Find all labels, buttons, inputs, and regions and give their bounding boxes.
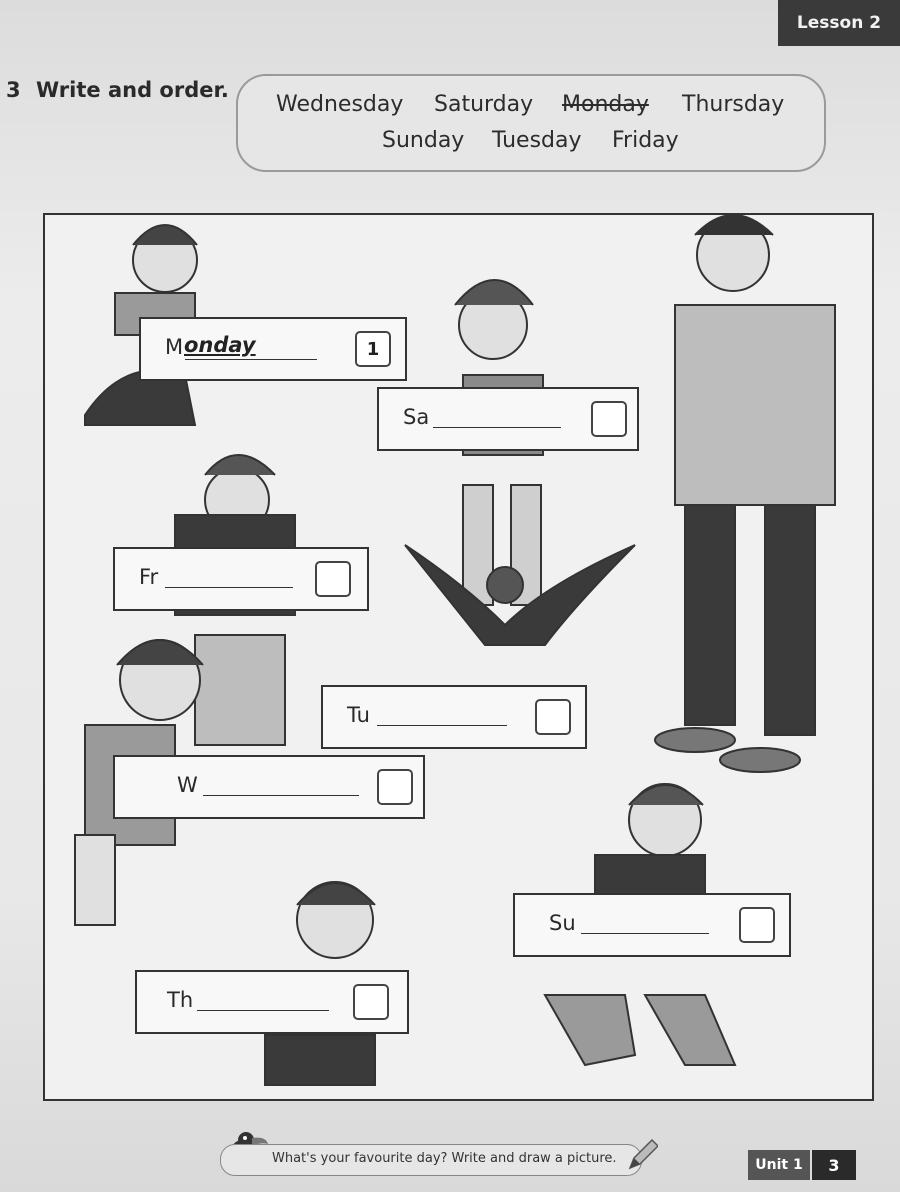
word-bank	[236, 74, 826, 172]
order-box[interactable]	[353, 984, 389, 1020]
answer-line[interactable]	[433, 427, 561, 428]
footer-prompt: What's your favourite day? Write and draw a picture.	[272, 1151, 617, 1166]
order-box[interactable]	[377, 769, 413, 805]
day-card-tuesday	[321, 685, 587, 749]
card-prefix: Tu	[347, 703, 370, 727]
word-bank-item: Tuesday	[492, 128, 582, 153]
word-bank-item: Thursday	[682, 92, 785, 117]
word-bank-item: Saturday	[434, 92, 534, 117]
order-box[interactable]	[591, 401, 627, 437]
card-prefix: Su	[549, 911, 576, 935]
order-box[interactable]	[315, 561, 351, 597]
page-number: 3	[812, 1150, 856, 1180]
exercise-title: Write and order.	[36, 78, 229, 102]
pencil-icon	[626, 1138, 658, 1172]
word-bank-item: Sunday	[382, 128, 465, 153]
answer-line[interactable]	[581, 933, 709, 934]
order-box: 1	[355, 331, 391, 367]
unit-label: Unit 1	[748, 1150, 810, 1180]
answer-line[interactable]	[377, 725, 507, 726]
lesson-tab: Lesson 2	[778, 0, 900, 46]
card-answer: onday	[184, 333, 256, 357]
day-card-thursday	[135, 970, 409, 1034]
word-bank-item-struck: Monday	[562, 92, 649, 117]
exercise-number: 3	[6, 78, 21, 102]
word-bank-item: Friday	[612, 128, 679, 153]
card-prefix: M	[165, 335, 184, 359]
card-prefix: Fr	[139, 565, 159, 589]
word-bank-item: Wednesday	[276, 92, 404, 117]
day-card-saturday	[377, 387, 639, 451]
order-box[interactable]	[535, 699, 571, 735]
answer-line[interactable]	[203, 795, 359, 796]
card-prefix: W	[177, 773, 198, 797]
answer-line[interactable]	[165, 587, 293, 588]
answer-line	[185, 359, 317, 360]
day-card-friday	[113, 547, 369, 611]
card-prefix: Sa	[403, 405, 430, 429]
day-card-sunday	[513, 893, 791, 957]
answer-line[interactable]	[197, 1010, 329, 1011]
day-card-monday	[139, 317, 407, 381]
card-prefix: Th	[167, 988, 194, 1012]
teacher-figure	[655, 215, 835, 772]
order-box[interactable]	[739, 907, 775, 943]
illustration-frame	[43, 213, 874, 1101]
day-card-wednesday	[113, 755, 425, 819]
